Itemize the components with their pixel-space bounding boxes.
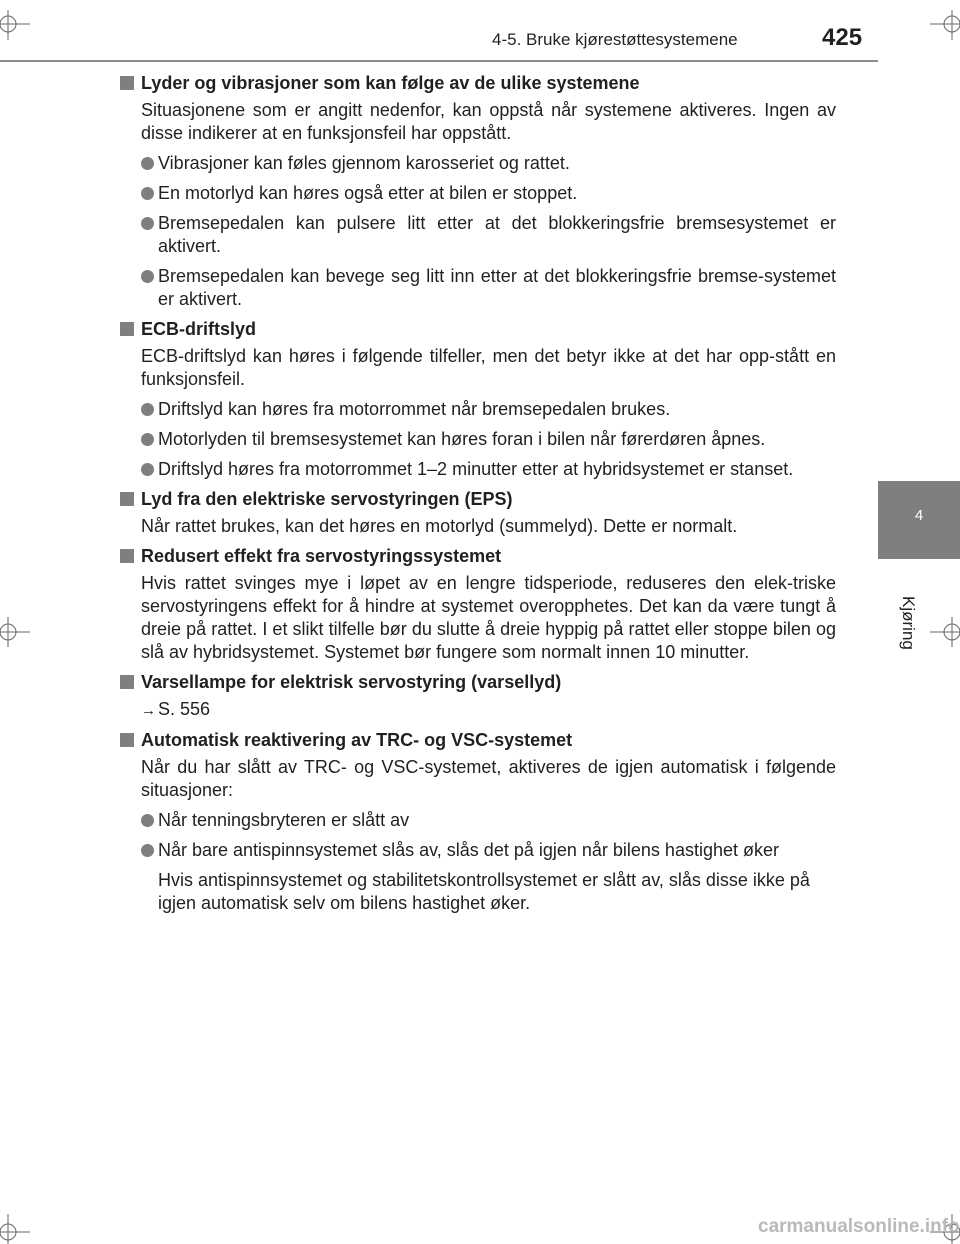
- square-bullet-icon: [120, 675, 134, 689]
- chapter-tab-number: 4: [914, 507, 924, 524]
- section-title: Varsellampe for elektrisk servostyring (varsellyd): [141, 672, 562, 692]
- list-item-text: Driftslyd høres fra motorrommet 1–2 minutter etter at hybridsystemet er stanset.: [158, 459, 794, 479]
- section-intro: Når rattet brukes, kan det høres en motorlyd (summelyd). Dette er normalt.: [141, 516, 738, 536]
- circle-bullet-icon: [141, 270, 154, 283]
- list-item: [141, 212, 836, 258]
- arrow-right-icon: →: [141, 702, 156, 719]
- square-bullet-icon: [120, 76, 134, 90]
- list-item: [141, 152, 836, 175]
- registration-mark-bottom-left-icon: [0, 1214, 30, 1244]
- section-intro: Når du har slått av TRC- og VSC-systemet, aktiveres de igjen automatisk i følgende situasjoner:: [141, 757, 836, 800]
- chapter-tab: [878, 481, 960, 559]
- list-item: [141, 182, 836, 205]
- list-item-text: En motorlyd kan høres også etter at bilen er stoppet.: [158, 183, 578, 203]
- list-item: [141, 809, 836, 832]
- watermark: carmanualsonline.info: [758, 1216, 960, 1237]
- section-heading: [120, 72, 836, 95]
- square-bullet-icon: [120, 549, 134, 563]
- list-item-text: Når tenningsbryteren er slått av: [158, 810, 410, 830]
- list-item: [141, 265, 836, 311]
- registration-mark-mid-right-icon: [930, 617, 960, 647]
- circle-bullet-icon: [141, 814, 154, 827]
- circle-bullet-icon: [141, 403, 154, 416]
- list-item-text: Driftslyd kan høres fra motorrommet når bremsepedalen brukes.: [158, 399, 671, 419]
- list-item-text: Vibrasjoner kan føles gjennom karosseriet og rattet.: [158, 153, 570, 173]
- list-item-text: Når bare antispinnsystemet slås av, slås det på igjen når bilens hastighet øker: [158, 840, 779, 860]
- section-note: Hvis antispinnsystemet og stabilitetskontrollsystemet er slått av, slås disse ikke på igjen automatisk selv om bilens hastighet øker.: [158, 870, 810, 913]
- circle-bullet-icon: [141, 217, 154, 230]
- section-intro: ECB-driftslyd kan høres i følgende tilfeller, men det betyr ikke at det har opp-stått en funksjonsfeil.: [141, 346, 836, 389]
- section-heading: [120, 545, 836, 568]
- square-bullet-icon: [120, 733, 134, 747]
- list-item: [141, 839, 836, 862]
- registration-mark-top-left-icon: [0, 10, 30, 40]
- list-item: [141, 428, 836, 451]
- section-title: ECB-driftslyd: [141, 319, 257, 339]
- section-heading: [120, 729, 836, 752]
- page-reference[interactable]: [141, 698, 836, 722]
- circle-bullet-icon: [141, 433, 154, 446]
- section-title: Automatisk reaktivering av TRC- og VSC-systemet: [141, 730, 573, 750]
- section-heading: [120, 671, 836, 694]
- circle-bullet-icon: [141, 844, 154, 857]
- section-intro: Hvis rattet svinges mye i løpet av en lengre tidsperiode, reduseres den elek-triske servostyringens effekt for å hindre at systemet overopphetes. Det kan da være tungt å dreie på rattet. I et slikt tilfelle bør du slutte å dreie hyppig på rattet eller stoppe bilen og slå av hybridsystemet. Systemet bør fungere som normalt innen 10 minutter.: [141, 573, 836, 662]
- list-item-text: Motorlyden til bremsesystemet kan høres foran i bilen når førerdøren åpnes.: [158, 429, 766, 449]
- section-title: Redusert effekt fra servostyringssystemet: [141, 546, 502, 566]
- section-title: Lyder og vibrasjoner som kan følge av de ulike systemene: [141, 73, 640, 93]
- page-body: [120, 72, 836, 915]
- section-heading: [120, 488, 836, 511]
- list-item: [141, 458, 836, 481]
- chapter-tab-title: Kjøring: [899, 596, 918, 650]
- list-item: [141, 398, 836, 421]
- section-heading: [120, 318, 836, 341]
- header-rule: [0, 60, 878, 62]
- page-reference-text: S. 556: [158, 699, 211, 719]
- square-bullet-icon: [120, 492, 134, 506]
- section-title: Lyd fra den elektriske servostyringen (EPS): [141, 489, 513, 509]
- registration-mark-top-right-icon: [930, 10, 960, 40]
- page-number: 425: [822, 24, 863, 51]
- list-item-text: Bremsepedalen kan pulsere litt etter at det blokkeringsfrie bremsesystemet er aktivert.: [158, 213, 836, 256]
- registration-mark-mid-left-icon: [0, 617, 30, 647]
- circle-bullet-icon: [141, 157, 154, 170]
- section-intro: Situasjonene som er angitt nedenfor, kan oppstå når systemene aktiveres. Ingen av disse indikerer at en funksjonsfeil har oppstått.: [141, 100, 836, 143]
- square-bullet-icon: [120, 322, 134, 336]
- running-header-section: 4-5. Bruke kjørestøttesystemene: [492, 30, 738, 49]
- circle-bullet-icon: [141, 187, 154, 200]
- circle-bullet-icon: [141, 463, 154, 476]
- list-item-text: Bremsepedalen kan bevege seg litt inn etter at det blokkeringsfrie bremse-systemet er aktivert.: [158, 266, 836, 309]
